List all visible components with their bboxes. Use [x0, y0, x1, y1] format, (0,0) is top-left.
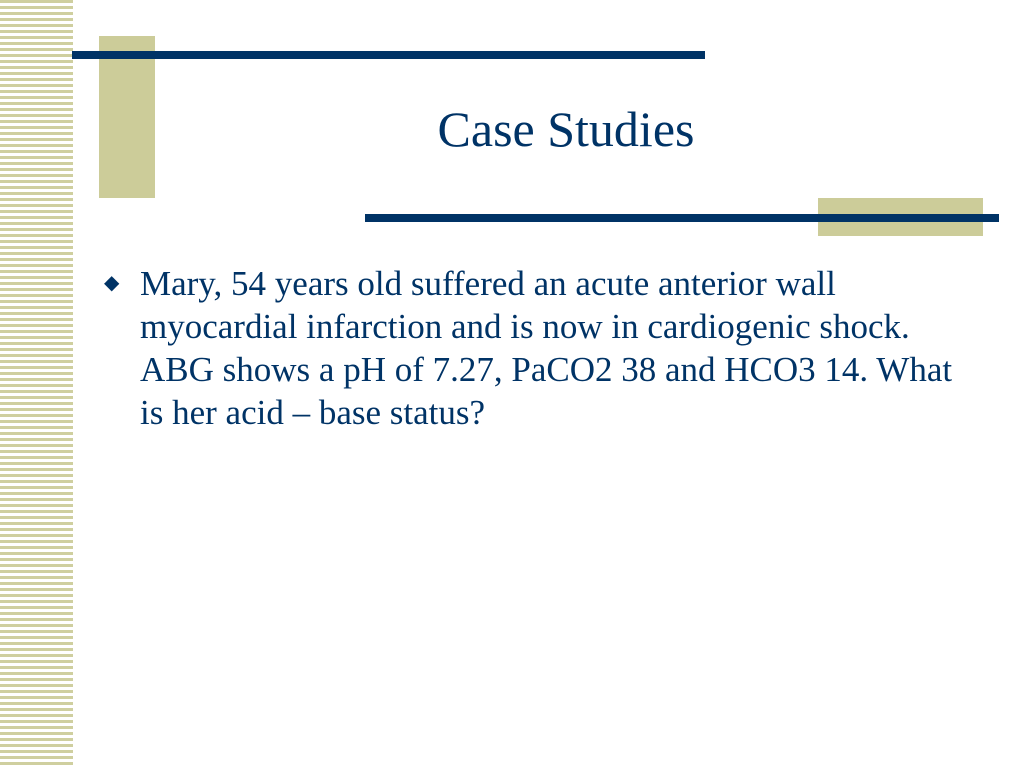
title-rule-bottom [365, 214, 999, 222]
accent-block-top [99, 36, 155, 198]
decorative-stripe-band [0, 0, 73, 768]
bullet-item [104, 262, 984, 434]
slide-title: Case Studies [437, 101, 695, 157]
diamond-bullet-icon: ◆ [104, 272, 120, 294]
title-rule-top [72, 51, 705, 59]
bullet-list [104, 262, 984, 434]
bullet-text: Mary, 54 years old suffered an acute anterior wall myocardial infarction and is now in cardiogenic shock. ABG shows a pH of 7.27, PaCO2 38 and HCO3 14. What is her acid – base status? [140, 264, 953, 432]
